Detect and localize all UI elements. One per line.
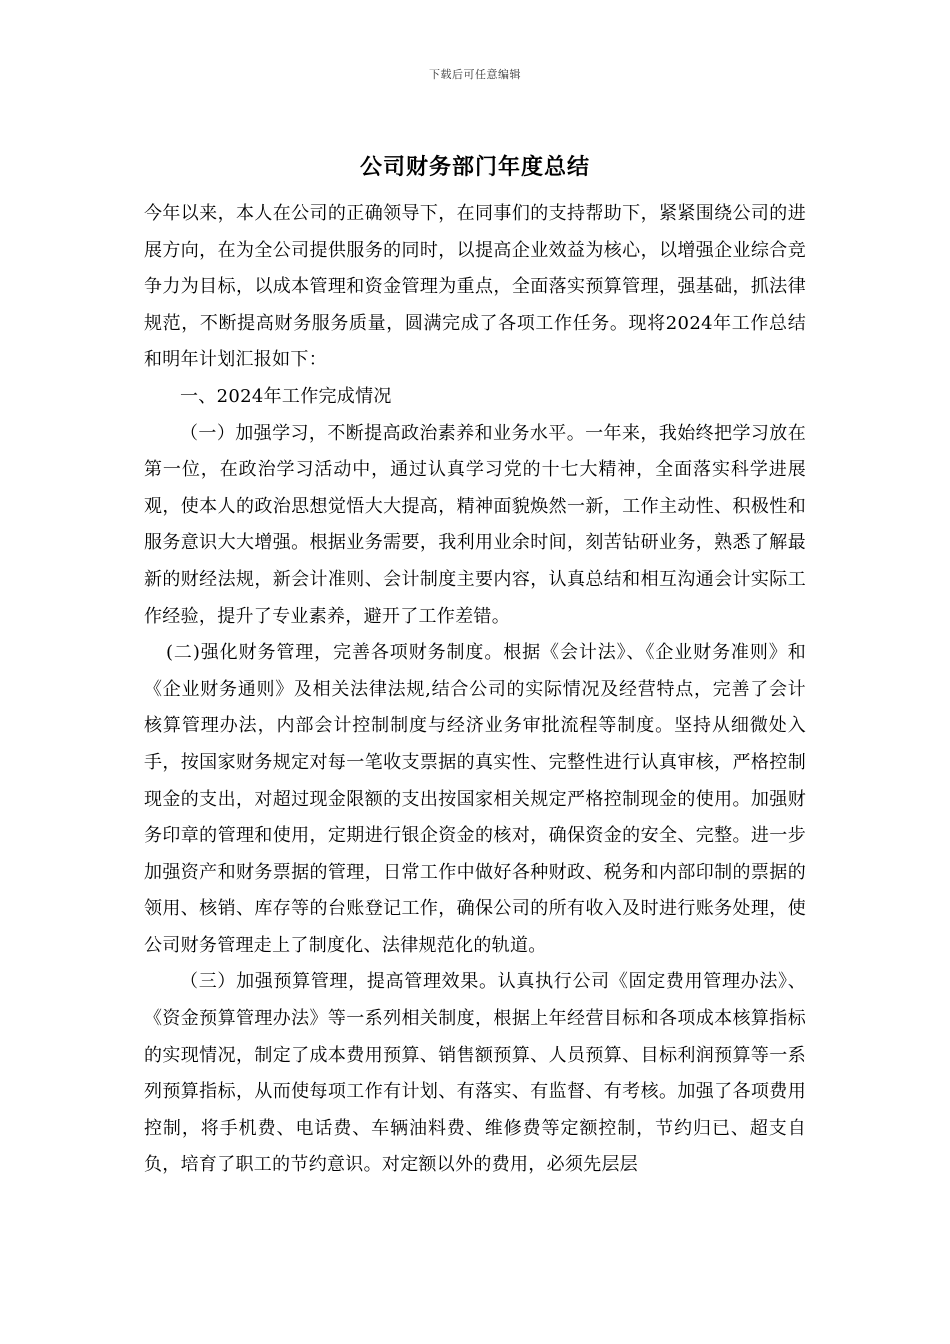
section-heading-1: 一、2024年工作完成情况 xyxy=(180,385,392,407)
paragraph-finance-management: (二)强化财务管理，完善各项财务制度。根据《会计法》、《企业财务准则》和《企业财务通则》及相关法律法规,结合公司的实际情况及经营特点，完善了会计核算管理办法，内部会计控制制度与经济业务审批流程等制度。坚持从细微处入手，按国家财务规定对每一笔收支票据的真实性、完整性进行认真审核，严格控制现金的支出，对超过现金限额的支出按国家相关规定严格控制现金的使用。加强财务印章的管理和使用，定期进行银企资金的核对，确保资金的安全、完整。进一步加强资产和财务票据的管理，日常工作中做好各种财政、税务和内部印制的票据的领用、核销、库存等的台账登记工作，确保公司的所有收入及时进行账务处理，使公司财务管理走上了制度化、法律规范化的轨道。 xyxy=(144,642,806,956)
paragraph-intro: 今年以来，本人在公司的正确领导下，在同事们的支持帮助下，紧紧围绕公司的进展方向，在为全公司提供服务的同时，以提高企业效益为核心，以增强企业综合竞争力为目标，以成本管理和资金管理为重点，全面落实预算管理，强基础，抓法律规范，不断提高财务服务质量，圆满完成了各项工作任务。现将2024年工作总结和明年计划汇报如下： xyxy=(144,203,806,371)
paragraph-study: （一）加强学习，不断提高政治素养和业务水平。一年来，我始终把学习放在第一位，在政治学习活动中，通过认真学习党的十七大精神，全面落实科学进展观，使本人的政治思想觉悟大大提高，精神面貌焕然一新，工作主动性、积极性和服务意识大大增强。根据业务需要，我利用业余时间，刻苦钻研业务，熟悉了解最新的财经法规，新会计准则、会计制度主要内容，认真总结和相互沟通会计实际工作经验，提升了专业素养，避开了工作差错。 xyxy=(144,422,806,627)
document-body xyxy=(144,196,806,1184)
document-title: 公司财务部门年度总结 xyxy=(359,154,590,180)
paragraph-budget-management: （三）加强预算管理，提高管理效果。认真执行公司《固定费用管理办法》、《资金预算管理办法》等一系列相关制度，根据上年经营目标和各项成本核算指标的实现情况，制定了成本费用预算、销售额预算、人员预算、目标利润预算等一系列预算指标，从而使每项工作有计划、有落实、有监督、有考核。加强了各项费用控制，将手机费、电话费、车辆油料费、维修费等定额控制，节约归已、超支自负，培育了职工的节约意识。对定额以外的费用，必须先层层 xyxy=(144,971,806,1176)
header-note: 下载后可任意编辑 xyxy=(429,68,521,81)
